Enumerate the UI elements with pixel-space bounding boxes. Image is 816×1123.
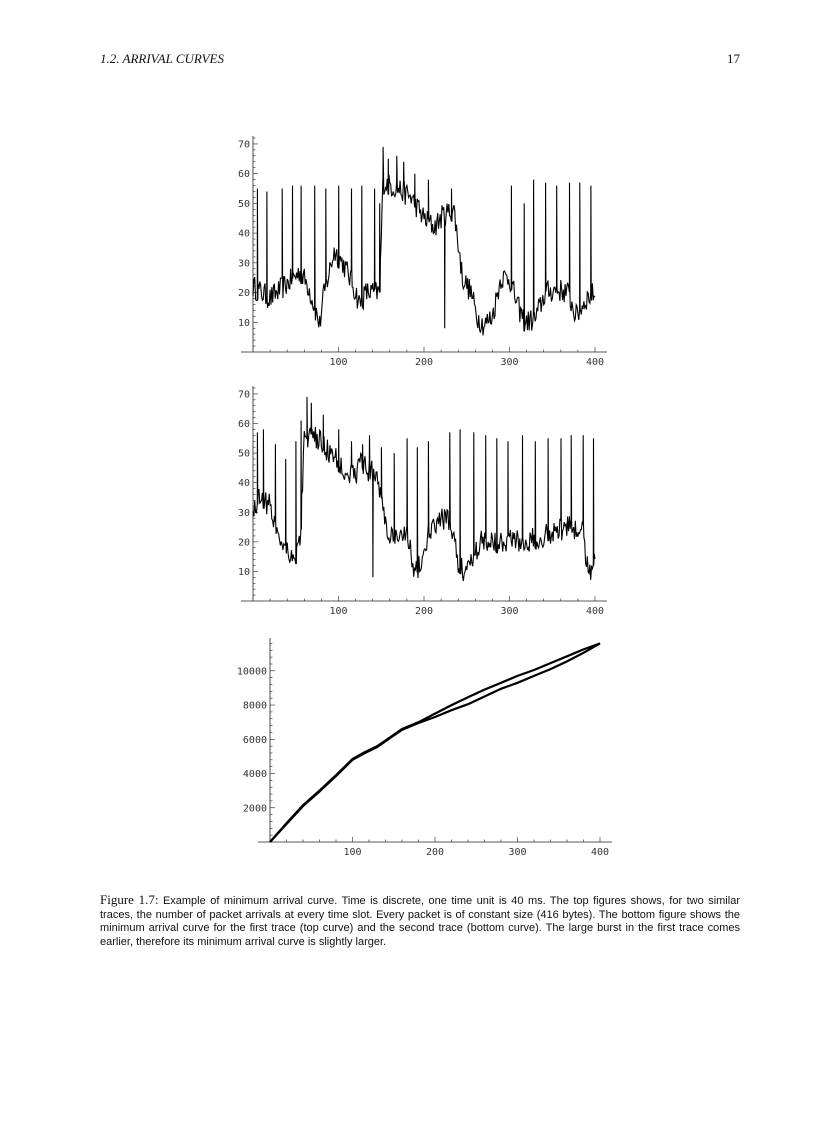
x-tick-label: 400 <box>590 847 610 858</box>
y-tick-label: 6000 <box>242 734 267 746</box>
x-tick-label: 100 <box>343 847 362 858</box>
y-tick-label: 2000 <box>242 803 267 815</box>
caption-text: Example of minimum arrival curve. Time is discrete, one time unit is 40 ms. The top figures shows, for two similar traces, the number of packet arrivals at every time slot. Every packet is of constant size (416 bytes). The bottom figure shows the minimum arrival curve for the first trace (top curve) and the second trace (bottom curve). The large burst in the first trace comes earlier, therefore its minimum arrival curve is slightly larger. <box>100 895 740 948</box>
trace-2-plot <box>238 386 607 617</box>
y-tick-label: 8000 <box>242 700 267 712</box>
y-tick-label: 30 <box>237 507 250 519</box>
x-tick-label: 300 <box>500 606 519 617</box>
y-tick-label: 70 <box>237 139 250 151</box>
x-tick-label: 100 <box>329 606 348 617</box>
trace-1-plot <box>238 136 607 368</box>
y-tick-label: 30 <box>237 258 250 270</box>
running-header-section: 1.2. ARRIVAL CURVES <box>100 51 224 66</box>
x-tick-label: 400 <box>585 606 605 617</box>
series-line-top-curve <box>270 643 600 842</box>
figure-label: Figure 1.7: <box>100 892 159 907</box>
y-tick-label: 4000 <box>242 769 267 781</box>
x-tick-label: 300 <box>500 357 519 368</box>
y-tick-label: 50 <box>237 448 250 460</box>
trace-line <box>253 397 595 581</box>
y-tick-label: 20 <box>237 288 250 300</box>
x-tick-label: 400 <box>585 357 605 368</box>
x-tick-label: 200 <box>414 357 434 368</box>
arrival-curve-plot <box>237 638 612 858</box>
y-tick-label: 40 <box>237 228 250 240</box>
y-tick-label: 50 <box>237 198 250 210</box>
x-tick-label: 200 <box>414 606 434 617</box>
y-tick-label: 10 <box>237 317 250 329</box>
y-tick-label: 60 <box>237 419 250 430</box>
y-tick-label: 10000 <box>236 666 267 678</box>
y-tick-label: 10 <box>237 566 250 578</box>
figure-caption <box>100 893 740 949</box>
x-tick-label: 300 <box>508 847 527 858</box>
y-tick-label: 70 <box>237 389 250 401</box>
series-line-bottom-curve <box>270 643 600 842</box>
x-tick-label: 100 <box>329 357 348 368</box>
y-tick-label: 40 <box>237 478 250 490</box>
y-tick-label: 20 <box>237 537 250 549</box>
y-tick-label: 60 <box>237 169 250 181</box>
x-tick-label: 200 <box>425 847 445 858</box>
page-number: 17 <box>727 51 740 66</box>
trace-line <box>253 147 595 336</box>
